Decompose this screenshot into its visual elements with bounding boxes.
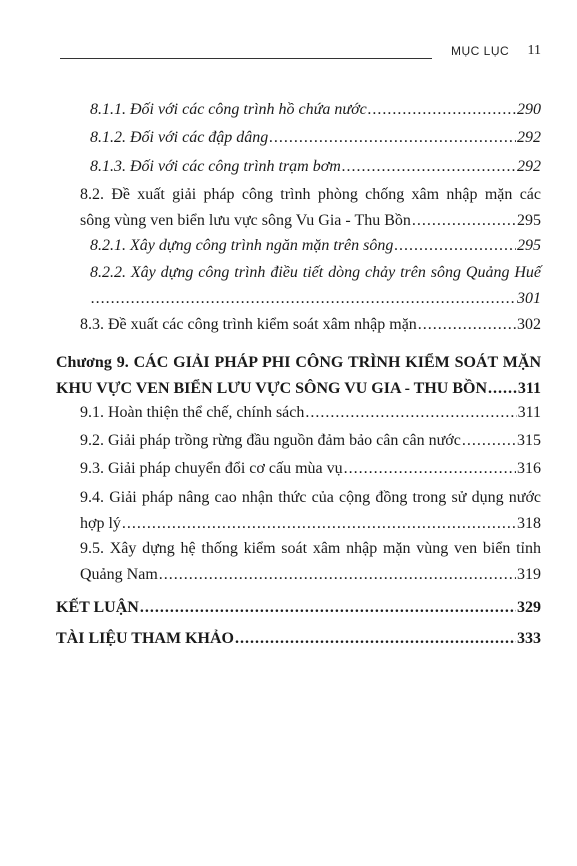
dot-leader <box>488 376 517 402</box>
dot-leader <box>344 456 516 482</box>
dot-leader <box>342 154 516 180</box>
toc-entry-8-2[interactable] <box>80 182 541 234</box>
dot-leader <box>235 626 516 652</box>
toc-entry-title-line1: 8.2. Đề xuất giải pháp công trình phòng chống xâm nhập mặn các <box>80 186 541 203</box>
dot-leader <box>159 562 516 588</box>
toc-entry-title-line1: 9.4. Giải pháp nâng cao nhận thức của cộng đồng trong sử dụng nước <box>80 489 541 506</box>
toc-entry-title: sông vùng ven biển lưu vực sông Vu Gia - Thu Bồn <box>80 212 411 229</box>
toc-entry-tai-lieu[interactable] <box>56 626 541 652</box>
header-page-number: 11 <box>527 43 541 58</box>
toc-page-number: 316 <box>517 460 541 477</box>
toc-entry-title: 9.3. Giải pháp chuyển đổi cơ cấu mùa vụ <box>80 460 343 477</box>
toc-page-number: 333 <box>517 630 541 647</box>
dot-leader <box>418 312 516 338</box>
toc-page-number: 290 <box>517 101 541 118</box>
dot-leader <box>122 511 516 537</box>
toc-entry-8-1-2[interactable] <box>90 125 541 151</box>
toc-entry-chapter-9[interactable] <box>56 350 541 402</box>
header-section-title: MỤC LỤC <box>451 44 510 58</box>
dot-leader <box>140 595 516 621</box>
toc-page-number: 295 <box>517 212 541 229</box>
toc-page-number: 295 <box>517 237 541 254</box>
dot-leader <box>305 400 516 426</box>
toc-page-number: 311 <box>517 380 541 397</box>
toc-page-number: 292 <box>517 158 541 175</box>
toc-page-number: 319 <box>517 566 541 583</box>
toc-entry-8-2-2[interactable] <box>90 260 541 312</box>
dot-leader <box>412 208 516 234</box>
header-rule <box>60 58 432 59</box>
toc-entry-title: 8.1.1. Đối với các công trình hồ chứa nước <box>90 101 367 118</box>
page-header <box>60 38 541 60</box>
toc-entry-9-2[interactable] <box>80 428 541 454</box>
toc-chapter-title-line1: Chương 9. CÁC GIẢI PHÁP PHI CÔNG TRÌNH KIỂM SOÁT MẶN <box>56 354 541 371</box>
toc-page-number: 315 <box>517 432 541 449</box>
toc-entry-title: 8.2.1. Xây dựng công trình ngăn mặn trên sông <box>90 237 394 254</box>
dot-leader <box>368 97 516 123</box>
toc-entry-title: TÀI LIỆU THAM KHẢO <box>56 630 234 647</box>
dot-leader <box>269 125 516 151</box>
toc-page-number: 292 <box>517 129 541 146</box>
toc-entry-title: 8.1.3. Đối với các công trình trạm bơm <box>90 158 341 175</box>
toc-page-number: 318 <box>517 515 541 532</box>
toc-entry-title: 9.2. Giải pháp trồng rừng đầu nguồn đảm bảo cân cân nước <box>80 432 461 449</box>
dot-leader <box>462 428 516 454</box>
toc-entry-9-3[interactable] <box>80 456 541 482</box>
toc-entry-9-1[interactable] <box>80 400 541 426</box>
toc-entry-title: 9.1. Hoàn thiện thể chế, chính sách <box>80 404 305 421</box>
toc-entry-8-1-3[interactable] <box>90 154 541 180</box>
toc-entry-ket-luan[interactable] <box>56 595 541 621</box>
toc-page-number: 329 <box>517 599 541 616</box>
toc-entry-title-line1: 9.5. Xây dựng hệ thống kiểm soát xâm nhập mặn vùng ven biển tỉnh <box>80 540 541 557</box>
dot-leader <box>394 233 516 259</box>
dot-leader <box>91 286 516 312</box>
toc-page-number: 301 <box>517 290 541 307</box>
toc-entry-title: KẾT LUẬN <box>56 599 139 616</box>
toc-entry-title: KHU VỰC VEN BIỂN LƯU VỰC SÔNG VU GIA - THU BỒN <box>56 380 488 397</box>
toc-entry-8-2-1[interactable] <box>90 233 541 259</box>
toc-entry-8-3[interactable] <box>80 312 541 338</box>
toc-entry-title-line1: 8.2.2. Xây dựng công trình điều tiết dòng chảy trên sông Quảng Huế <box>90 264 541 281</box>
toc-entry-title: hợp lý <box>80 515 121 532</box>
toc-page-number: 302 <box>517 316 541 333</box>
toc-entry-title: 8.1.2. Đối với các đập dâng <box>90 129 269 146</box>
toc-entry-9-4[interactable] <box>80 485 541 537</box>
toc-page-number: 311 <box>517 404 541 421</box>
toc-entry-9-5[interactable] <box>80 536 541 588</box>
toc-entry-title: Quảng Nam <box>80 566 158 583</box>
toc-entry-8-1-1[interactable] <box>90 97 541 123</box>
toc-entry-title: 8.3. Đề xuất các công trình kiểm soát xâm nhập mặn <box>80 316 417 333</box>
